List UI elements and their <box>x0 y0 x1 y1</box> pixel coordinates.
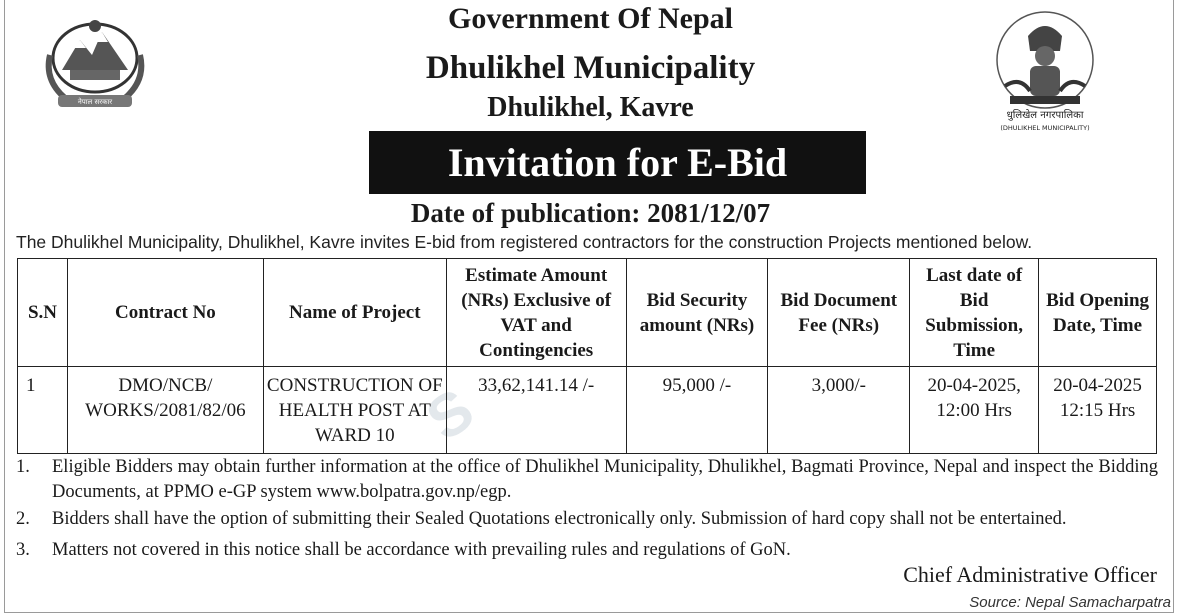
cell-document-fee: 3,000/- <box>768 367 910 454</box>
table-header-row <box>18 259 1157 367</box>
location-heading: Dhulikhel, Kavre <box>487 92 694 123</box>
header-project-name: Name of Project <box>263 259 446 367</box>
header-last-date: Last date of Bid Submission, Time <box>910 259 1039 367</box>
watermark: S <box>414 375 486 454</box>
cell-contract-no: DMO/NCB/ WORKS/2081/82/06 <box>67 367 263 454</box>
header-sn: S.N <box>18 259 68 367</box>
note-number: 1. <box>16 457 30 477</box>
note-text: Matters not covered in this notice shall be accordance with prevailing rules and regulations of GoN. <box>52 540 791 560</box>
note-number: 3. <box>16 540 30 560</box>
cell-opening-date: 20-04-2025 12:15 Hrs <box>1039 367 1157 454</box>
signature: Chief Administrative Officer <box>903 562 1157 587</box>
note-text: Eligible Bidders may obtain further information at the office of Dhulikhel Municipality, Dhulikhel, Bagmati Province, Nepal and inspect the Bidding Documents, at PPMO e-GP system www.bolpatra.gov.np/egp. <box>52 457 1158 502</box>
cell-bid-security: 95,000 /- <box>626 367 768 454</box>
note-number: 2. <box>16 509 30 529</box>
cell-last-date: 20-04-2025, 12:00 Hrs <box>910 367 1039 454</box>
header-bid-security: Bid Security amount (NRs) <box>626 259 768 367</box>
source-credit: Source: Nepal Samacharpatra <box>969 594 1171 611</box>
header-document-fee: Bid Document Fee (NRs) <box>768 259 910 367</box>
header-opening-date: Bid Opening Date, Time <box>1039 259 1157 367</box>
government-heading: Government Of Nepal <box>448 2 733 35</box>
cell-sn: 1 <box>18 367 68 454</box>
note-item <box>16 455 1158 505</box>
note-item <box>16 507 1158 532</box>
note-item <box>16 538 1158 563</box>
bid-table <box>17 258 1157 454</box>
note-text: Bidders shall have the option of submitting their Sealed Quotations electronically only. Submission of hard copy shall not be entertained. <box>52 509 1067 529</box>
logo-text-np: धुलिखेल नगरपालिका <box>1006 110 1084 121</box>
municipality-heading: Dhulikhel Municipality <box>425 50 756 86</box>
logo-text-en: (DHULIKHEL MUNICIPALITY) <box>1000 124 1090 132</box>
header-estimate-amount: Estimate Amount (NRs) Exclusive of VAT and Contingencies <box>446 259 626 367</box>
publication-date: Date of publication: 2081/12/07 <box>410 198 771 228</box>
notes-list <box>16 455 1158 565</box>
cell-estimate-amount: 33,62,141.14 /- <box>446 367 626 454</box>
emblem-text: नेपाल सरकार <box>77 98 113 106</box>
invitation-banner: Invitation for E-Bid <box>369 131 866 194</box>
header-contract-no: Contract No <box>67 259 263 367</box>
intro-text: The Dhulikhel Municipality, Dhulikhel, Kavre invites E-bid from registered contractors for the construction Projects mentioned below. <box>16 232 1033 252</box>
cell-project-name: CONSTRUCTION OF HEALTH POST AT WARD 10 <box>263 367 446 454</box>
table-row <box>18 367 1157 454</box>
